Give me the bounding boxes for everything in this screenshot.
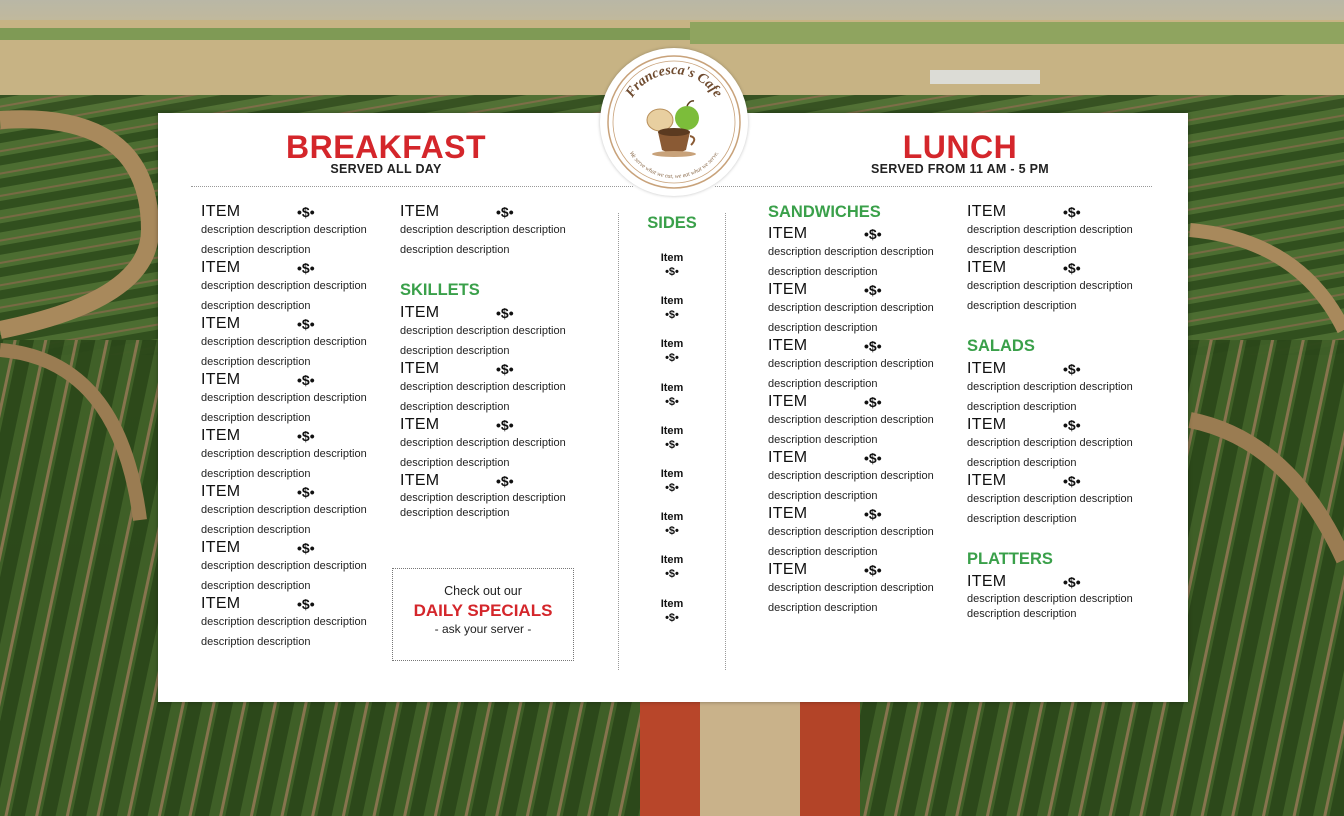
specials-note: - ask your server - — [434, 622, 532, 636]
lunch-item: ITEM •$• description description description description description — [967, 259, 1133, 312]
salad-item: ITEM •$• description description description description description — [967, 472, 1133, 525]
platters-title: PLATTERS — [967, 550, 1053, 568]
breakfast-subtitle: SERVED ALL DAY — [330, 162, 442, 176]
lunch-subtitle: SERVED FROM 11 AM - 5 PM — [870, 162, 1050, 176]
skillet-item: ITEM •$• description description description description description — [400, 360, 566, 413]
specials-intro: Check out our — [444, 584, 522, 598]
skillet-item: ITEM •$• description description description description description — [400, 472, 566, 519]
breakfast-title: BREAKFAST — [286, 129, 487, 165]
sides-title: SIDES — [647, 214, 697, 232]
skillet-item: ITEM •$• description description description description description — [400, 304, 566, 357]
skillets-title: SKILLETS — [400, 281, 480, 299]
salad-item: ITEM •$• description description description description description — [967, 360, 1133, 413]
sandwich-item: ITEM •$• description description description description description — [768, 337, 934, 390]
breakfast-item: ITEM •$• description description description description description — [201, 539, 367, 592]
sandwich-item: ITEM •$• description description description description description — [768, 393, 934, 446]
side-item: Item •$• — [660, 598, 684, 624]
logo-tagline: We serve what we eat, we eat what we serve. — [627, 150, 721, 181]
side-item: Item •$• — [660, 382, 684, 408]
breakfast-item: ITEM •$• description description description description description — [201, 315, 367, 368]
lunch-title: LUNCH — [902, 129, 1018, 165]
daily-specials-box — [392, 568, 574, 661]
sandwich-item: ITEM •$• description description description description description — [768, 561, 934, 614]
side-item: Item •$• — [660, 425, 684, 451]
breakfast-divider — [191, 186, 633, 187]
side-item: Item •$• — [660, 338, 684, 364]
breakfast-item: ITEM •$• description description description description description — [201, 595, 367, 648]
side-item: Item •$• — [660, 252, 684, 278]
sides-right-divider — [725, 213, 726, 670]
skillet-item: ITEM •$• description description description description description — [400, 416, 566, 469]
side-item: Item •$• — [660, 295, 684, 321]
breakfast-item: ITEM •$• description description description description description — [201, 203, 367, 256]
salad-item: ITEM •$• description description description description description — [967, 416, 1133, 469]
breakfast-item: ITEM •$• description description description description description — [201, 371, 367, 424]
sandwich-item: ITEM •$• description description description description description — [768, 449, 934, 502]
breakfast-item: ITEM •$• description description description description description — [201, 427, 367, 480]
sides-left-divider — [618, 213, 619, 670]
breakfast-item: ITEM •$• description description description description description — [400, 203, 566, 256]
sandwich-item: ITEM •$• description description description description description — [768, 225, 934, 278]
lunch-divider — [715, 186, 1152, 187]
side-item: Item •$• — [660, 511, 684, 537]
lunch-item: ITEM •$• description description description description description — [967, 203, 1133, 256]
sandwiches-title: SANDWICHES — [768, 203, 881, 221]
salads-title: SALADS — [967, 337, 1035, 355]
specials-title: DAILY SPECIALS — [413, 601, 553, 620]
side-item: Item •$• — [660, 554, 684, 580]
sandwich-item: ITEM •$• description description description description description — [768, 281, 934, 334]
menu-card — [158, 113, 1188, 702]
sandwich-item: ITEM •$• description description description description description — [768, 505, 934, 558]
breakfast-item: ITEM •$• description description description description description — [201, 259, 367, 312]
side-item: Item •$• — [660, 468, 684, 494]
cafe-logo — [600, 48, 748, 196]
breakfast-item: ITEM •$• description description description description description — [201, 483, 367, 536]
platter-item: ITEM •$• description description description description description — [967, 573, 1133, 620]
logo-name: Francesca's Cafe — [623, 62, 725, 101]
